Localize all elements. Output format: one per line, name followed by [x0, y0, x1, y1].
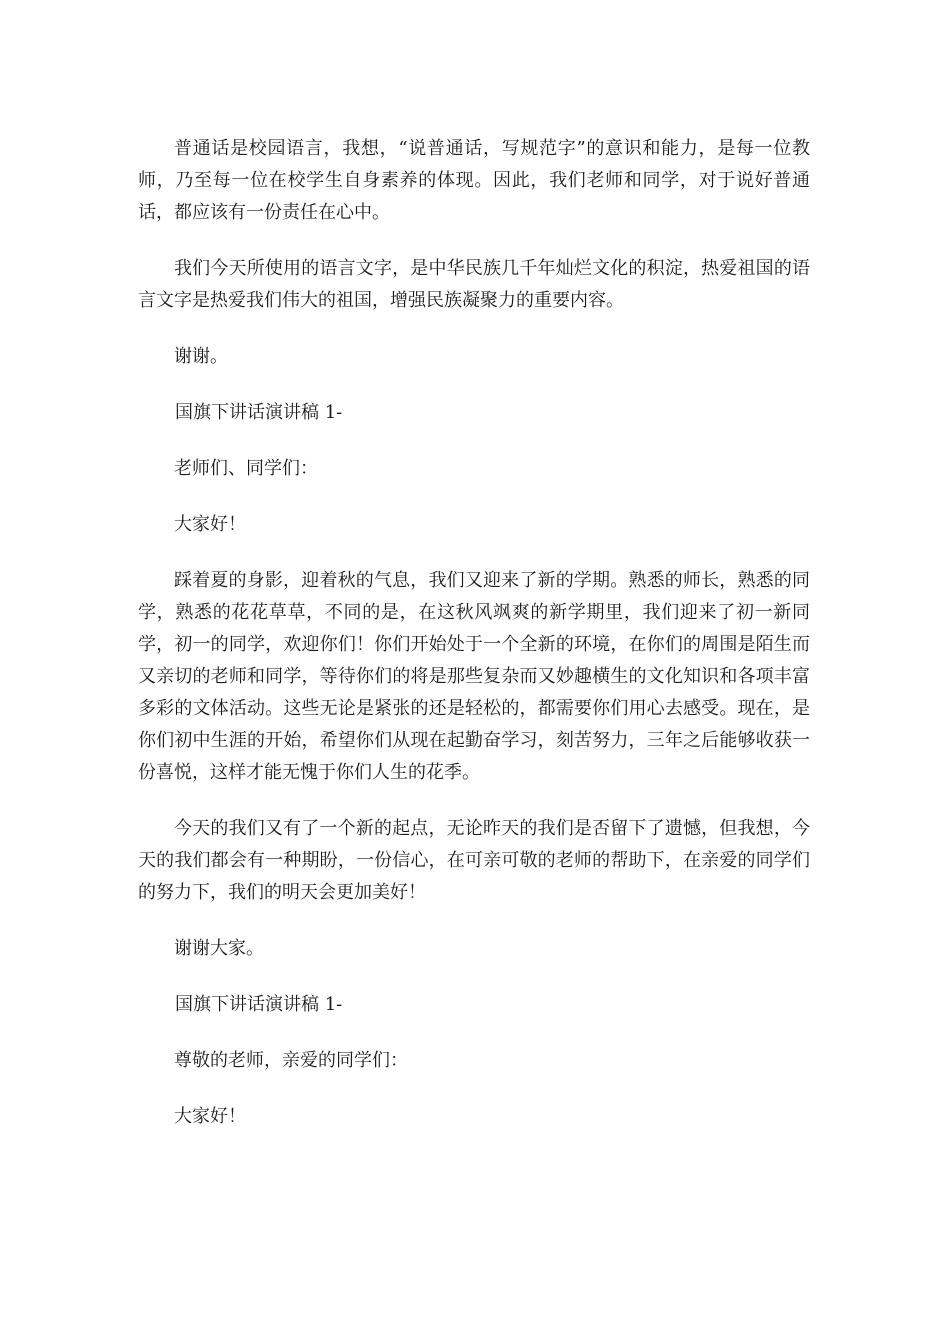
closing-thanks: 谢谢大家。 — [174, 938, 264, 959]
section-heading: 国旗下讲话演讲稿 1- — [175, 994, 343, 1015]
greeting: 大家好！ — [174, 1106, 246, 1127]
document-body — [138, 133, 810, 1133]
section-heading: 国旗下讲话演讲稿 1- — [175, 402, 343, 423]
paragraph: 踩着夏的身影，迎着秋的气息，我们又迎来了新的学期。熟悉的师长，熟悉的同学，熟悉的花花草草，不同的是，在这秋风飒爽的新学期里，我们迎来了初一新同学，初一的同学，欢迎你们！你们开始处于一个全新的环境，在你们的周围是陌生而又亲切的老师和同学，等待你们的将是那些复杂而又妙趣横生的文化知识和各项丰富多彩的文体活动。这些无论是紧张的还是轻松的，都需要你们用心去感受。现在，是你们初中生涯的开始，希望你们从现在起勤奋学习，刻苦努力，三年之后能够收获一份喜悦，这样才能无愧于你们人生的花季。 — [138, 570, 810, 783]
paragraph: 今天的我们又有了一个新的起点，无论昨天的我们是否留下了遗憾，但我想，今天的我们都会有一种期盼，一份信心，在可亲可敬的老师的帮助下，在亲爱的同学们的努力下，我们的明天会更加美好！ — [138, 818, 810, 903]
salutation: 尊敬的老师，亲爱的同学们： — [174, 1050, 408, 1071]
paragraph: 我们今天所使用的语言文字，是中华民族几千年灿烂文化的积淀，热爱祖国的语言文字是热爱我们伟大的祖国，增强民族凝聚力的重要内容。 — [138, 258, 810, 311]
salutation: 老师们、同学们： — [174, 458, 318, 479]
greeting: 大家好！ — [174, 514, 246, 535]
paragraph: 普通话是校园语言，我想，“说普通话，写规范字”的意识和能力，是每一位教师，乃至每一位在校学生自身素养的体现。因此，我们老师和同学，对于说好普通话，都应该有一份责任在心中。 — [138, 138, 810, 223]
closing-thanks: 谢谢。 — [174, 346, 228, 367]
